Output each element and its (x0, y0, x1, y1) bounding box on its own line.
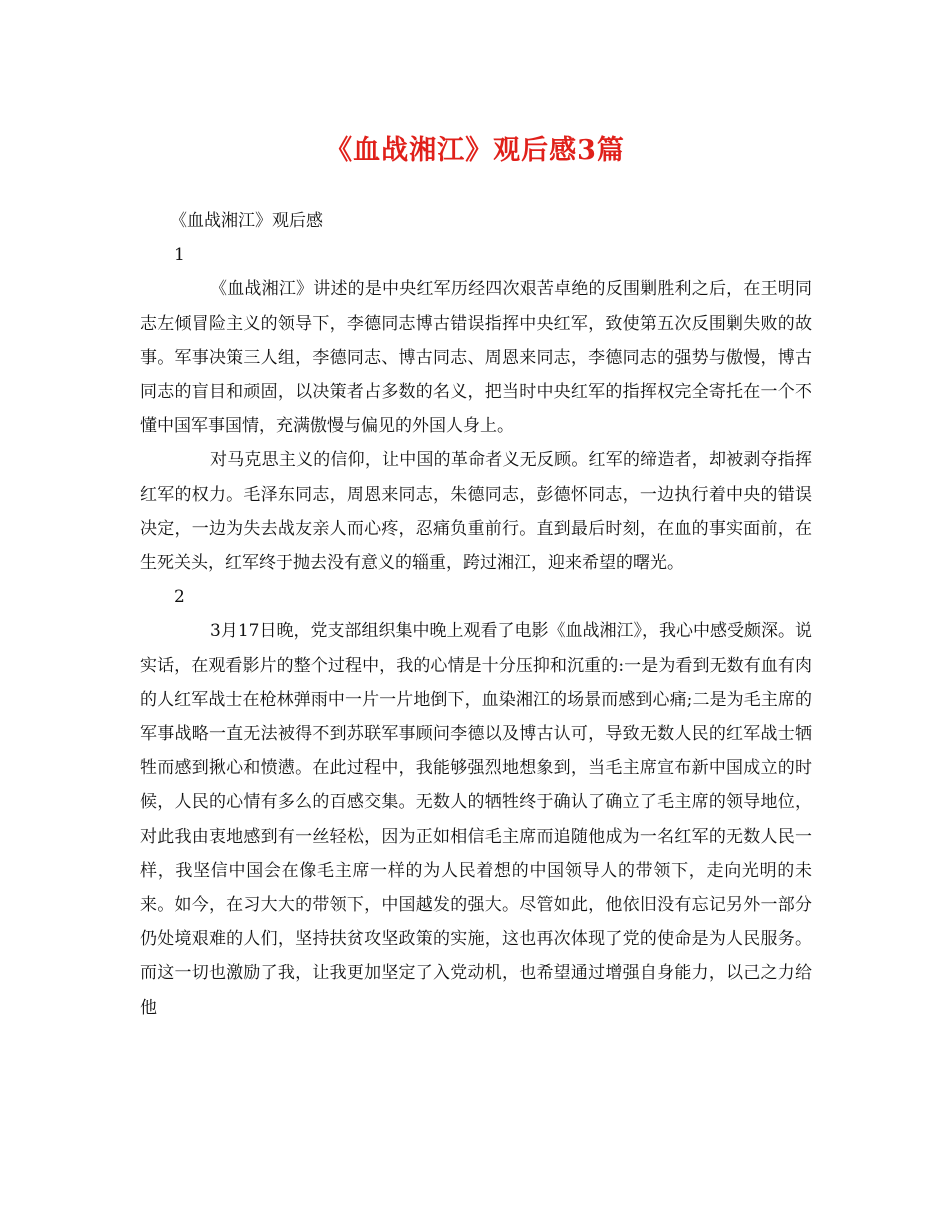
document-body (140, 204, 812, 1025)
section-number-1: 1 (174, 245, 185, 266)
paragraph-3: 3月17日晚，党支部组织集中晚上观看了电影《血战湘江》，我心中感受颇深。说实话，在观看影片的整个过程中，我的心情是十分压抑和沉重的:一是为看到无数有血有肉的人红军战士在枪林弹雨中一片一片地倒下，血染湘江的场景而感到心痛;二是为毛主席的军事战略一直无法被得不到苏联军事顾问李德以及博古认可，导致无数人民的红军战士牺牲而感到揪心和愤懑。在此过程中，我能够强烈地想象到，当毛主席宣布新中国成立的时候，人民的心情有多么的百感交集。无数人的牺牲终于确认了确立了毛主席的领导地位，对此我由衷地感到有一丝轻松，因为正如相信毛主席而追随他成为一名红军的无数人民一样，我坚信中国会在像毛主席一样的为人民着想的中国领导人的带领下，走向光明的未来。如今，在习大大的带领下，中国越发的强大。尽管如此，他依旧没有忘记另外一部分仍处境艰难的人们，坚持扶贫攻坚政策的实施，这也再次体现了党的使命是为人民服务。而这一切也激励了我，让我更加坚定了入党动机，也希望通过增强自身能力，以己之力给他 (140, 621, 812, 1018)
paragraph-2: 对马克思主义的信仰，让中国的革命者义无反顾。红军的缔造者，却被剥夺指挥红军的权力。毛泽东同志，周恩来同志，朱德同志，彭德怀同志，一边执行着中央的错误决定，一边为失去战友亲人而心疼，忍痛负重前行。直到最后时刻，在血的事实面前，在生死关头，红军终于抛去没有意义的辎重，跨过湘江，迎来希望的曙光。 (140, 450, 812, 574)
section-subtitle: 《血战湘江》观后感 (170, 211, 323, 231)
paragraph-1: 《血战湘江》讲述的是中央红军历经四次艰苦卓绝的反围剿胜利之后，在王明同志左倾冒险主义的领导下，李德同志博古错误指挥中央红军，致使第五次反围剿失败的故事。军事决策三人组，李德同志、博古同志、周恩来同志，李德同志的强势与傲慢，博古同志的盲目和顽固，以决策者占多数的名义，把当时中央红军的指挥权完全寄托在一个不懂中国军事国情，充满傲慢与偏见的外国人身上。 (140, 279, 812, 437)
section-number-2: 2 (174, 587, 185, 608)
document-title: 《血战湘江》观后感3篇 (325, 135, 625, 166)
